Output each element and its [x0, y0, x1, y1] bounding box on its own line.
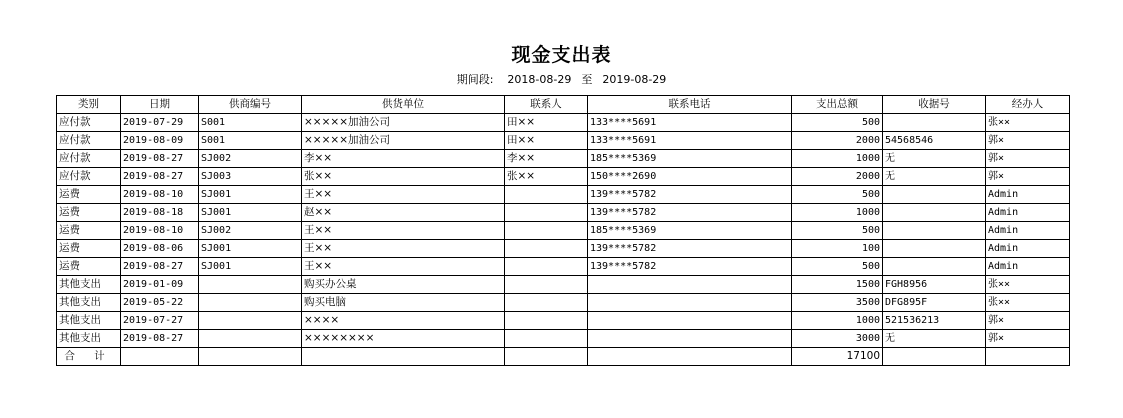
- cell-date: 2019-08-27: [121, 258, 199, 276]
- cell-date: 2019-08-27: [121, 150, 199, 168]
- cell-phone: 139****5782: [588, 204, 792, 222]
- cell-receipt: 54568546: [883, 132, 986, 150]
- cell-contact: [505, 222, 588, 240]
- cell-handler: 张××: [986, 114, 1070, 132]
- cell-date: 2019-08-18: [121, 204, 199, 222]
- header-handler: 经办人: [986, 96, 1070, 114]
- cell-supplier-code: [199, 330, 302, 348]
- cell-supplier-code: [199, 276, 302, 294]
- cell-handler: Admin: [986, 222, 1070, 240]
- cell-supplier-code: SJ002: [199, 222, 302, 240]
- cell-contact: [505, 258, 588, 276]
- table-row: [57, 114, 1070, 132]
- cell-receipt: [883, 222, 986, 240]
- cell-phone: 139****5782: [588, 240, 792, 258]
- cell-handler: Admin: [986, 240, 1070, 258]
- cell-handler: 张××: [986, 276, 1070, 294]
- cell-contact: 张××: [505, 168, 588, 186]
- cell-date: 2019-08-06: [121, 240, 199, 258]
- cell-supplier: ××××××××: [302, 330, 505, 348]
- cell-supplier: 购买办公桌: [302, 276, 505, 294]
- cell-supplier-code: [199, 294, 302, 312]
- cell-receipt: 无: [883, 168, 986, 186]
- cell-amount: 500: [792, 258, 883, 276]
- cell-category: 其他支出: [57, 276, 121, 294]
- header-supplier: 供货单位: [302, 96, 505, 114]
- period-end: 2019-08-29: [602, 73, 667, 86]
- total-empty-cell: [121, 348, 199, 366]
- table-row: [57, 258, 1070, 276]
- cell-receipt: [883, 114, 986, 132]
- cell-amount: 500: [792, 186, 883, 204]
- cell-supplier-code: S001: [199, 132, 302, 150]
- cell-contact: [505, 240, 588, 258]
- table-row: [57, 330, 1070, 348]
- table-row: [57, 168, 1070, 186]
- header-amount: 支出总额: [792, 96, 883, 114]
- cell-category: 运费: [57, 222, 121, 240]
- cell-category: 运费: [57, 258, 121, 276]
- cell-supplier: 王××: [302, 186, 505, 204]
- cell-contact: 田××: [505, 132, 588, 150]
- total-empty-cell: [883, 348, 986, 366]
- cell-amount: 1000: [792, 312, 883, 330]
- cell-supplier: 购买电脑: [302, 294, 505, 312]
- cell-supplier-code: SJ002: [199, 150, 302, 168]
- period-start: 2018-08-29: [507, 73, 572, 86]
- period-line: [0, 71, 1123, 87]
- cell-category: 运费: [57, 240, 121, 258]
- report-title: 现金支出表: [511, 44, 612, 66]
- cell-phone: 139****5782: [588, 186, 792, 204]
- cell-date: 2019-07-29: [121, 114, 199, 132]
- header-row: [57, 96, 1070, 114]
- cell-date: 2019-01-09: [121, 276, 199, 294]
- cell-supplier-code: [199, 312, 302, 330]
- table-row: [57, 186, 1070, 204]
- table-row: [57, 240, 1070, 258]
- cell-supplier: 王××: [302, 240, 505, 258]
- table-row: [57, 204, 1070, 222]
- header-phone: 联系电话: [588, 96, 792, 114]
- table-row: [57, 222, 1070, 240]
- total-empty-cell: [505, 348, 588, 366]
- cell-category: 其他支出: [57, 294, 121, 312]
- table-row: [57, 312, 1070, 330]
- cell-receipt: [883, 240, 986, 258]
- cell-phone: [588, 312, 792, 330]
- cell-handler: Admin: [986, 204, 1070, 222]
- cell-contact: [505, 204, 588, 222]
- cell-amount: 2000: [792, 168, 883, 186]
- cell-supplier: 王××: [302, 258, 505, 276]
- cell-phone: 133****5691: [588, 114, 792, 132]
- cell-handler: Admin: [986, 258, 1070, 276]
- cell-category: 应付款: [57, 150, 121, 168]
- cell-receipt: 521536213: [883, 312, 986, 330]
- cell-supplier: ××××: [302, 312, 505, 330]
- cell-phone: 139****5782: [588, 258, 792, 276]
- cell-supplier: 赵××: [302, 204, 505, 222]
- cell-receipt: DFG895F: [883, 294, 986, 312]
- cell-amount: 1500: [792, 276, 883, 294]
- cell-amount: 3500: [792, 294, 883, 312]
- cell-supplier: ×××××加油公司: [302, 132, 505, 150]
- table-row: [57, 294, 1070, 312]
- cell-category: 运费: [57, 186, 121, 204]
- cell-supplier: 张××: [302, 168, 505, 186]
- cell-contact: 李××: [505, 150, 588, 168]
- cell-category: 应付款: [57, 132, 121, 150]
- period-label: 期间段:: [456, 73, 494, 86]
- header-date: 日期: [121, 96, 199, 114]
- total-amount: 17100: [792, 348, 883, 366]
- cell-amount: 500: [792, 114, 883, 132]
- cell-amount: 500: [792, 222, 883, 240]
- total-label: 合 计: [57, 348, 121, 366]
- table-row: [57, 276, 1070, 294]
- cell-phone: [588, 276, 792, 294]
- cell-receipt: [883, 186, 986, 204]
- cell-phone: [588, 294, 792, 312]
- cell-contact: 田××: [505, 114, 588, 132]
- cell-supplier-code: S001: [199, 114, 302, 132]
- header-category: 类别: [57, 96, 121, 114]
- cell-category: 运费: [57, 204, 121, 222]
- total-empty-cell: [302, 348, 505, 366]
- cell-date: 2019-07-27: [121, 312, 199, 330]
- cell-supplier: ×××××加油公司: [302, 114, 505, 132]
- cell-supplier-code: SJ001: [199, 240, 302, 258]
- cell-amount: 3000: [792, 330, 883, 348]
- total-empty-cell: [986, 348, 1070, 366]
- cell-phone: 133****5691: [588, 132, 792, 150]
- cell-handler: 郭×: [986, 168, 1070, 186]
- cell-amount: 1000: [792, 204, 883, 222]
- cell-date: 2019-08-10: [121, 186, 199, 204]
- cell-receipt: [883, 204, 986, 222]
- cell-contact: [505, 330, 588, 348]
- cell-receipt: [883, 258, 986, 276]
- cell-supplier-code: SJ001: [199, 186, 302, 204]
- cell-phone: 185****5369: [588, 222, 792, 240]
- total-row: [57, 348, 1070, 366]
- cell-category: 其他支出: [57, 330, 121, 348]
- cell-supplier-code: SJ003: [199, 168, 302, 186]
- cell-category: 其他支出: [57, 312, 121, 330]
- cell-supplier-code: SJ001: [199, 204, 302, 222]
- expense-table: [56, 95, 1070, 366]
- cell-date: 2019-05-22: [121, 294, 199, 312]
- header-supplier-code: 供商编号: [199, 96, 302, 114]
- header-receipt: 收据号: [883, 96, 986, 114]
- table-row: [57, 150, 1070, 168]
- cell-handler: 郭×: [986, 330, 1070, 348]
- cell-phone: 185****5369: [588, 150, 792, 168]
- cell-contact: [505, 312, 588, 330]
- cell-receipt: 无: [883, 330, 986, 348]
- cell-contact: [505, 294, 588, 312]
- cell-supplier: 李××: [302, 150, 505, 168]
- cell-handler: 郭×: [986, 150, 1070, 168]
- cell-receipt: FGH8956: [883, 276, 986, 294]
- cell-supplier: 王××: [302, 222, 505, 240]
- cell-handler: 郭×: [986, 132, 1070, 150]
- cell-date: 2019-08-09: [121, 132, 199, 150]
- cell-amount: 100: [792, 240, 883, 258]
- cell-handler: Admin: [986, 186, 1070, 204]
- cell-handler: 张××: [986, 294, 1070, 312]
- cell-phone: [588, 330, 792, 348]
- header-contact: 联系人: [505, 96, 588, 114]
- total-empty-cell: [588, 348, 792, 366]
- cell-category: 应付款: [57, 114, 121, 132]
- cell-handler: 郭×: [986, 312, 1070, 330]
- cell-contact: [505, 276, 588, 294]
- cell-category: 应付款: [57, 168, 121, 186]
- table-row: [57, 132, 1070, 150]
- cell-date: 2019-08-27: [121, 330, 199, 348]
- cell-supplier-code: SJ001: [199, 258, 302, 276]
- total-empty-cell: [199, 348, 302, 366]
- cell-receipt: 无: [883, 150, 986, 168]
- cell-date: 2019-08-27: [121, 168, 199, 186]
- period-to: 至: [581, 73, 593, 86]
- cell-amount: 2000: [792, 132, 883, 150]
- cell-contact: [505, 186, 588, 204]
- cell-date: 2019-08-10: [121, 222, 199, 240]
- cell-phone: 150****2690: [588, 168, 792, 186]
- cell-amount: 1000: [792, 150, 883, 168]
